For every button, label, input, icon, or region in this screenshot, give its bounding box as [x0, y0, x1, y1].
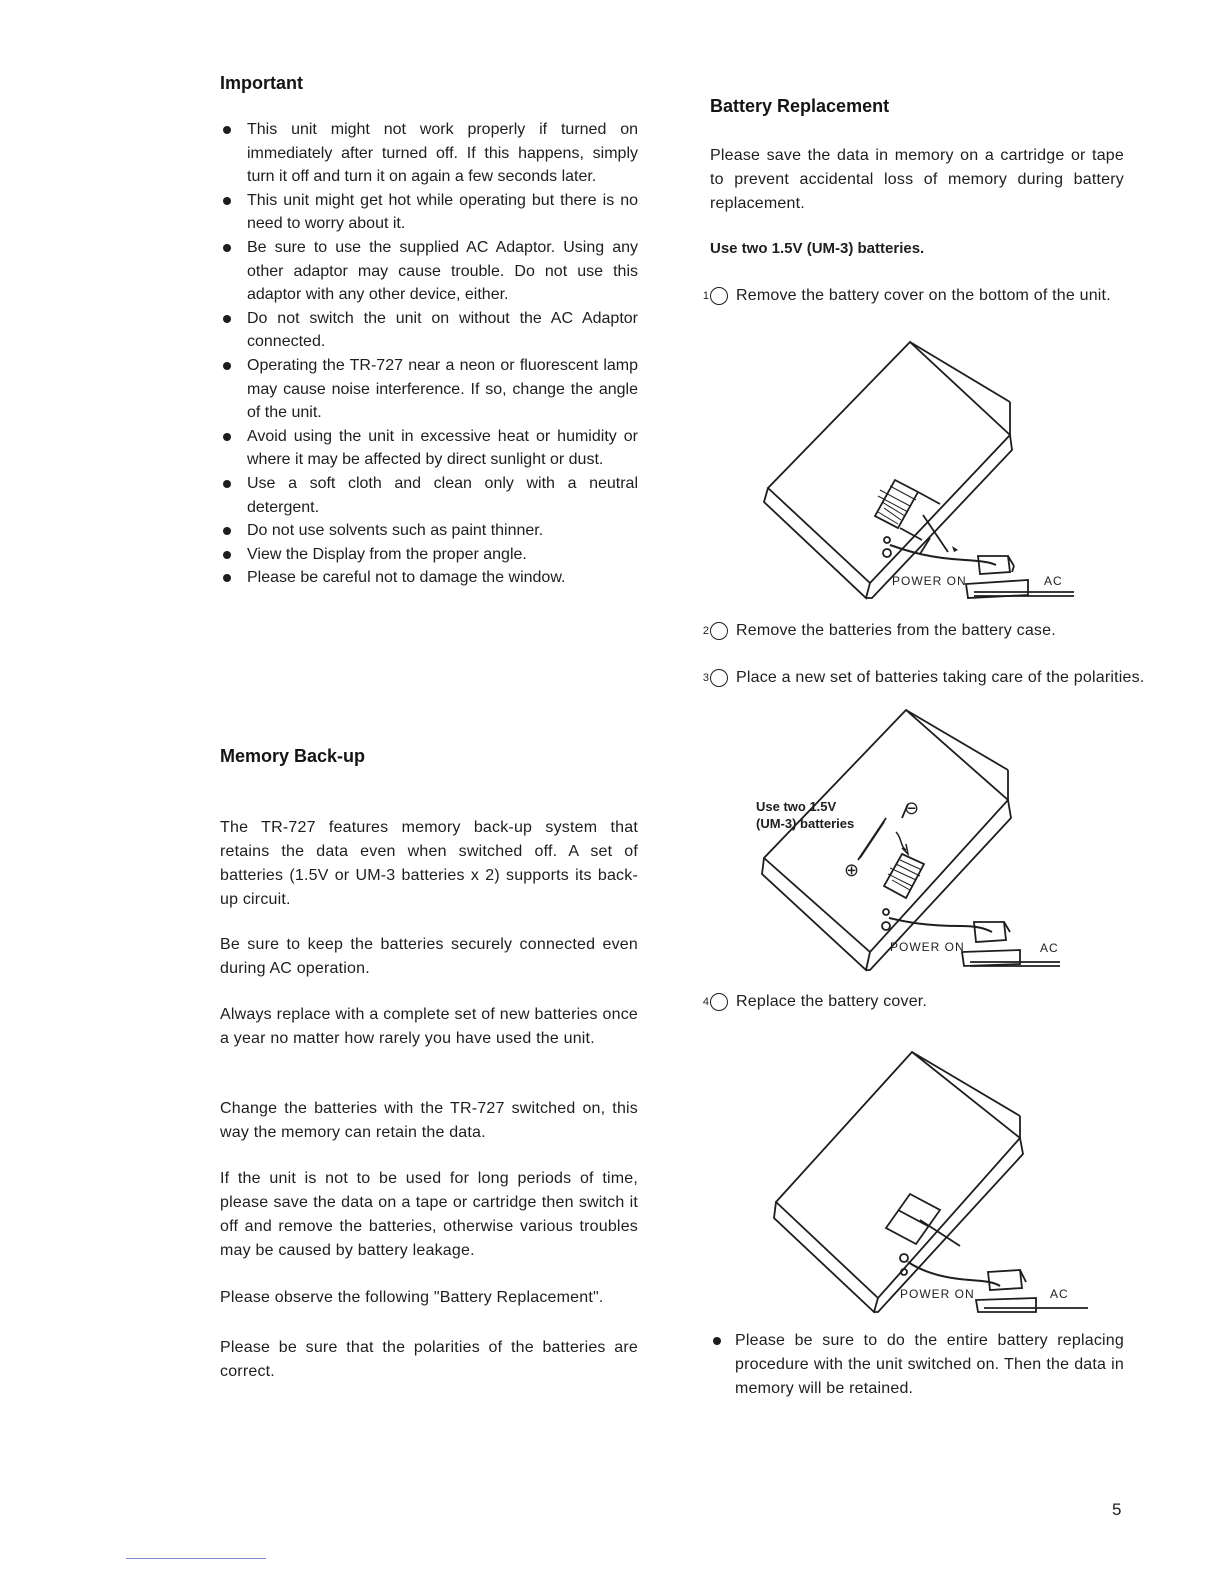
list-item: This unit might not work properly if turned on immediately after turned off. If this happens, simply turn it off and turn it on again a few seconds later. — [220, 118, 638, 189]
battery-replacement-heading: Battery Replacement — [710, 96, 890, 116]
paragraph: Be sure to keep the batteries securely connected even during AC operation. — [220, 936, 638, 977]
power-on-label: POWER ON — [900, 1287, 975, 1301]
step-1 — [702, 284, 1150, 308]
battery-cover-diagram-1 — [760, 340, 1080, 610]
list-item: Avoid using the unit in excessive heat or humidity or where it may be affected by direct sunlight or dust. — [220, 425, 638, 472]
list-item: Use a soft cloth and clean only with a neutral detergent. — [220, 472, 638, 519]
battery-insert-diagram — [756, 708, 1076, 976]
important-heading: Important — [220, 73, 303, 93]
footer-divider — [126, 1558, 266, 1559]
ac-label: AC — [1050, 1287, 1069, 1301]
paragraph: The TR-727 features memory back-up system that retains the data even when switched off. A set of batteries (1.5V or UM-3 batteries x 2) supports its back-up circuit. — [220, 819, 638, 908]
step-text: Place a new set of batteries taking care of the polarities. — [736, 669, 1145, 686]
paragraph: If the unit is not to be used for long periods of time, please save the data on a tape or cartridge then switch it off and remove the batteries, otherwise various troubles may be caused by battery leakage. — [220, 1170, 638, 1259]
ac-label: AC — [1040, 941, 1059, 955]
page-number: 5 — [1112, 1500, 1122, 1519]
list-item: Please be careful not to damage the window. — [220, 566, 638, 590]
list-item: Operating the TR-727 near a neon or fluorescent lamp may cause noise interference. If so, change the angle of the unit. — [220, 354, 638, 425]
step-number: 3 — [710, 669, 728, 687]
power-on-label: POWER ON — [892, 574, 967, 588]
memory-backup-heading: Memory Back-up — [220, 746, 366, 766]
paragraph: Please be sure that the polarities of the batteries are correct. — [220, 1339, 638, 1380]
paragraph: Please observe the following "Battery Replacement". — [220, 1289, 604, 1306]
power-on-label: POWER ON — [890, 940, 965, 954]
minus-icon: ⊖ — [904, 798, 920, 818]
list-item: Do not use solvents such as paint thinner. — [220, 519, 638, 543]
step-2 — [702, 619, 1150, 643]
list-item: View the Display from the proper angle. — [220, 543, 638, 567]
step-4 — [702, 990, 1150, 1014]
important-list — [220, 118, 638, 590]
final-bullet: Please be sure to do the entire battery replacing procedure with the unit switched on. Then the data in memory will be retained. — [710, 1329, 1124, 1401]
step-number: 2 — [710, 622, 728, 640]
battery-note-line-2: (UM-3) batteries — [756, 816, 855, 831]
paragraph: Change the batteries with the TR-727 switched on, this way the memory can retain the data. — [220, 1100, 638, 1141]
step-3 — [702, 666, 1150, 690]
battery-cover-diagram-2 — [770, 1050, 1090, 1312]
step-number: 1 — [710, 287, 728, 305]
battery-type-note: Use two 1.5V (UM-3) batteries. — [710, 240, 925, 257]
list-item: Be sure to use the supplied AC Adaptor. Using any other adaptor may cause trouble. Do not use this adaptor with any other device, either. — [220, 236, 638, 307]
step-text: Remove the battery cover on the bottom of the unit. — [736, 287, 1111, 304]
step-number: 4 — [710, 993, 728, 1011]
plus-icon: ⊕ — [844, 860, 860, 880]
list-item: This unit might get hot while operating but there is no need to worry about it. — [220, 189, 638, 236]
step-text: Replace the battery cover. — [736, 993, 928, 1010]
battery-note-line-1: Use two 1.5V — [756, 799, 837, 814]
step-text: Remove the batteries from the battery case. — [736, 622, 1056, 639]
intro-paragraph: Please save the data in memory on a cartridge or tape to prevent accidental loss of memory during battery replacement. — [710, 147, 1124, 212]
list-item: Do not switch the unit on without the AC Adaptor connected. — [220, 307, 638, 354]
ac-label: AC — [1044, 574, 1063, 588]
paragraph: Always replace with a complete set of new batteries once a year no matter how rarely you have used the unit. — [220, 1006, 638, 1047]
